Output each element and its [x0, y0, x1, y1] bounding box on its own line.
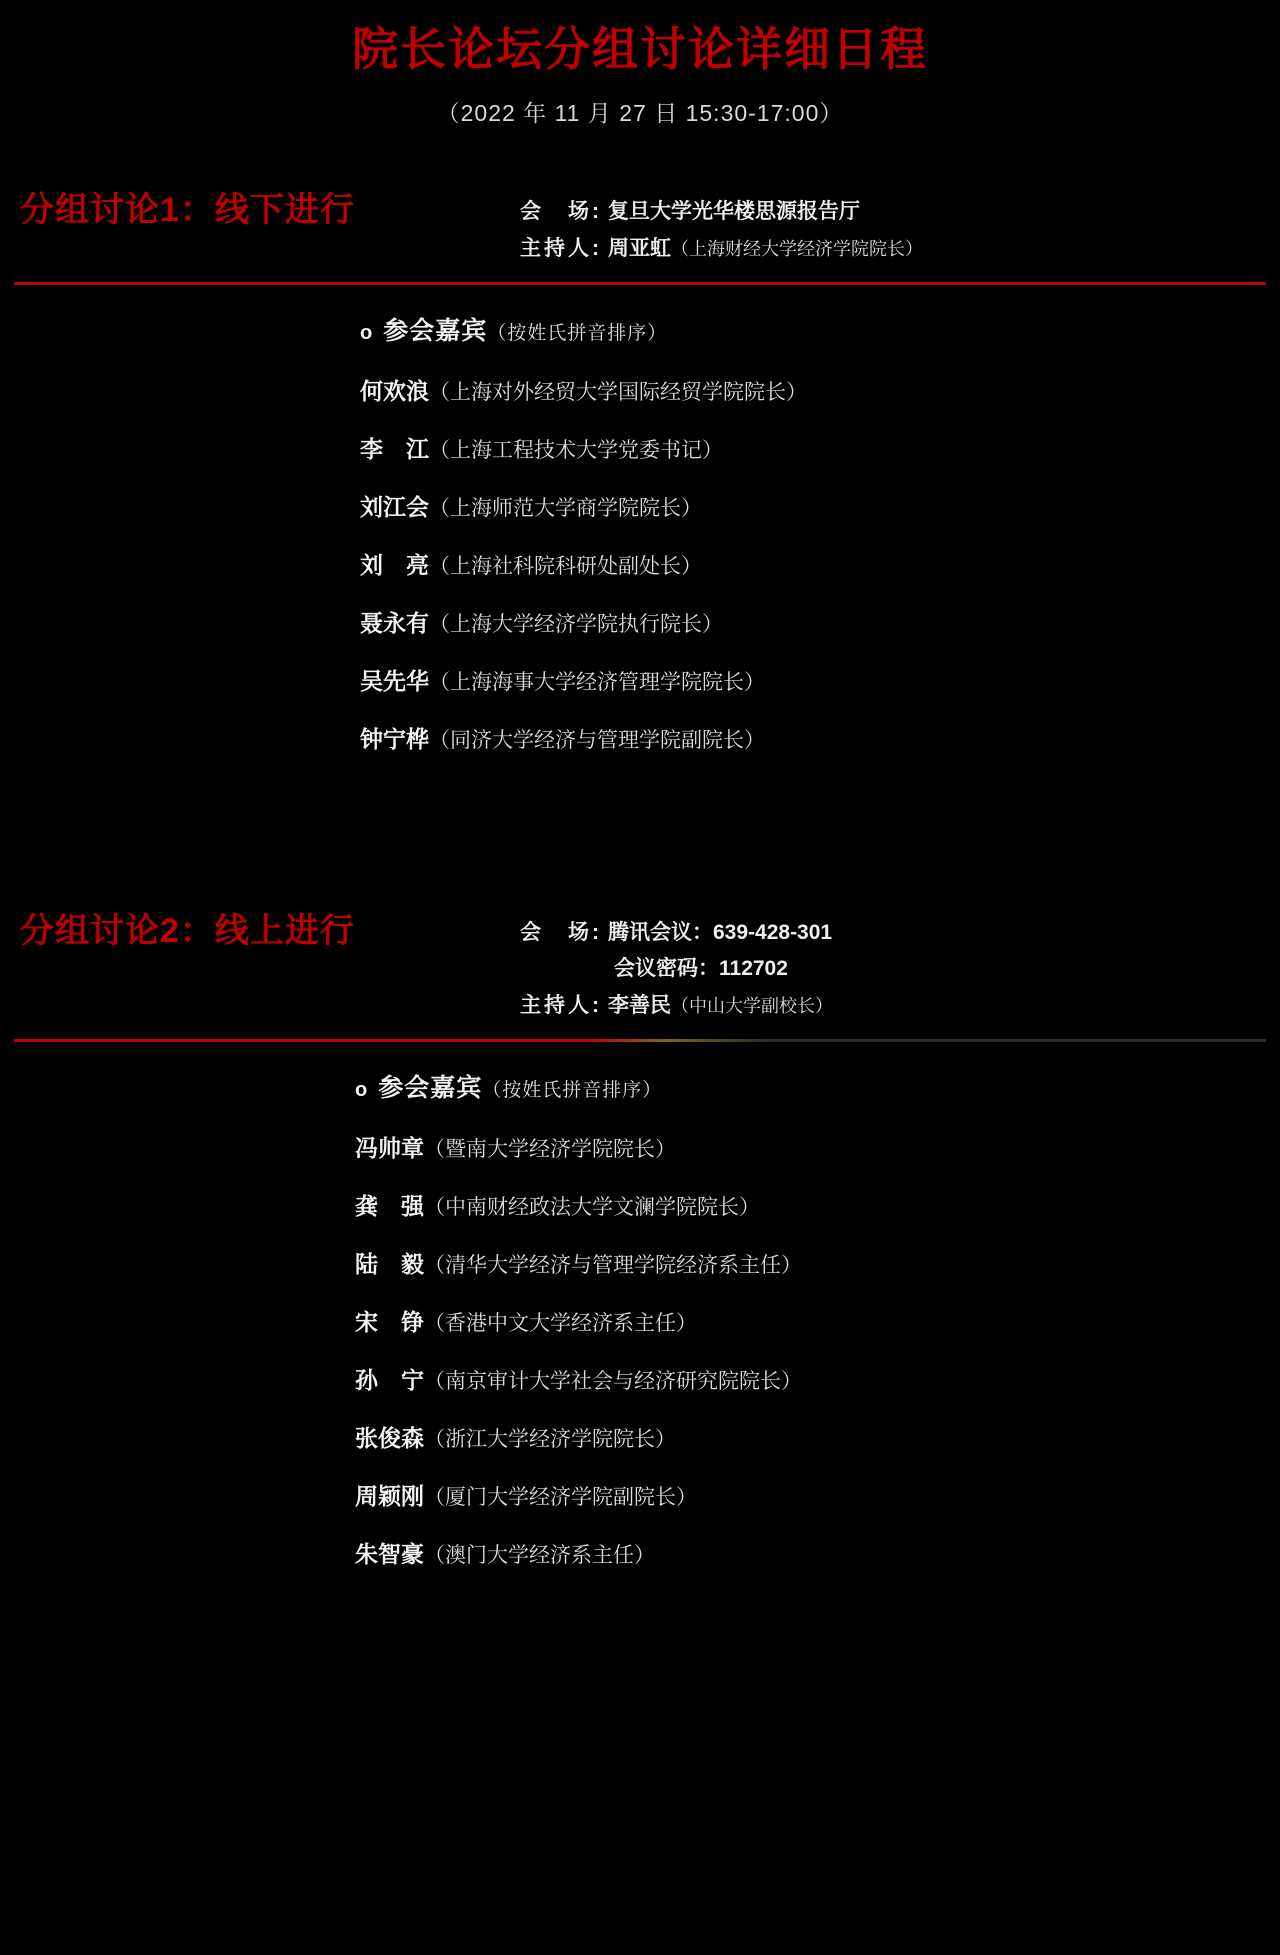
- session-1-host-value: 周亚虹: [608, 236, 671, 260]
- guest-affiliation: （上海对外经贸大学国际经贸学院院长）: [429, 380, 807, 404]
- list-item: [355, 1130, 1280, 1163]
- guest-affiliation: （南京审计大学社会与经济研究院院长）: [424, 1369, 802, 1393]
- bullet-circle-icon: o: [355, 1078, 369, 1101]
- list-item: [360, 489, 1280, 522]
- session-1-host-note: （上海财经大学经济学院院长）: [671, 238, 923, 259]
- session-1-guests-label: 参会嘉宾: [383, 316, 488, 345]
- guest-name: 冯帅章: [355, 1134, 424, 1161]
- session-1-guests-note: （按姓氏拼音排序）: [487, 322, 668, 344]
- guest-affiliation: （暨南大学经济学院院长）: [424, 1137, 676, 1161]
- guest-name: 孙 宁: [355, 1366, 424, 1393]
- guest-name: 刘江会: [360, 493, 429, 520]
- session-2-host-value: 李善民: [608, 994, 671, 1018]
- guest-affiliation: （清华大学经济与管理学院经济系主任）: [424, 1253, 802, 1277]
- session-2-meta: [520, 909, 1262, 1025]
- list-item: [355, 1536, 1280, 1569]
- guest-affiliation: （浙江大学经济学院院长）: [424, 1427, 676, 1451]
- session-2-host-note: （中山大学副校长）: [671, 996, 833, 1017]
- session-2-host-row: [520, 988, 1262, 1025]
- session-2-venue-label: 会 场:: [520, 920, 602, 944]
- session-1-meta: [520, 188, 1262, 268]
- guest-affiliation: （上海大学经济学院执行院长）: [429, 612, 723, 636]
- guest-affiliation: （上海社科院科研处副处长）: [429, 554, 702, 578]
- guest-affiliation: （上海师范大学商学院院长）: [429, 496, 702, 520]
- session-1-host-row: [520, 231, 1262, 268]
- session-1-guest-list: [0, 285, 1280, 754]
- session-2-head: [0, 909, 1280, 1025]
- session-2-guests-label: 参会嘉宾: [378, 1073, 483, 1102]
- guest-name: 钟宁桦: [360, 725, 429, 752]
- session-1-venue-value: 复旦大学光华楼思源报告厅: [608, 200, 860, 224]
- session-2-meeting-id: 腾讯会议：639-428-301: [608, 920, 833, 944]
- guest-name: 龚 强: [355, 1192, 424, 1219]
- session-2-guests-heading: [355, 1068, 1280, 1104]
- page-title: 院长论坛分组讨论详细日程: [352, 23, 928, 75]
- guest-name: 聂永有: [360, 609, 429, 636]
- page-subtitle: （2022 年 11 月 27 日 15:30-17:00）: [436, 100, 844, 127]
- guest-name: 吴先华: [360, 667, 429, 694]
- guest-name: 张俊森: [355, 1424, 424, 1451]
- session-1-title: 分组讨论1：线下进行: [20, 191, 355, 230]
- session-block-1: [0, 188, 1280, 754]
- list-item: [355, 1420, 1280, 1453]
- session-2-title: 分组讨论2：线上进行: [20, 911, 355, 950]
- guest-name: 陆 毅: [355, 1250, 424, 1277]
- guest-affiliation: （上海工程技术大学党委书记）: [429, 438, 723, 462]
- session-1-guests-heading: [360, 311, 1280, 347]
- session-1-host-label: 主持人:: [520, 236, 602, 260]
- list-item: [360, 605, 1280, 638]
- list-item: [355, 1246, 1280, 1279]
- guest-name: 李 江: [360, 435, 429, 462]
- list-item: [360, 431, 1280, 464]
- guest-affiliation: （中南财经政法大学文澜学院院长）: [424, 1195, 760, 1219]
- guest-affiliation: （厦门大学经济学院副院长）: [424, 1485, 697, 1509]
- session-1-venue-label: 会 场:: [520, 200, 602, 224]
- session-block-2: [0, 909, 1280, 1569]
- session-2-guests-note: （按姓氏拼音排序）: [482, 1079, 663, 1101]
- guest-name: 宋 铮: [355, 1308, 424, 1335]
- guest-affiliation: （香港中文大学经济系主任）: [424, 1311, 697, 1335]
- guest-name: 刘 亮: [360, 551, 429, 578]
- bullet-circle-icon: o: [360, 321, 374, 344]
- session-1-venue-row: [520, 194, 1262, 231]
- session-2-host-label: 主持人:: [520, 994, 602, 1018]
- guest-affiliation: （上海海事大学经济管理学院院长）: [429, 670, 765, 694]
- section-spacer: [0, 779, 1280, 849]
- guest-name: 何欢浪: [360, 377, 429, 404]
- session-2-meeting-password: 会议密码：112702: [614, 957, 788, 981]
- session-2-guest-list: [0, 1042, 1280, 1569]
- guest-affiliation: （同济大学经济与管理学院副院长）: [429, 728, 765, 752]
- list-item: [360, 663, 1280, 696]
- list-item: [360, 373, 1280, 406]
- guest-name: 朱智豪: [355, 1540, 424, 1567]
- list-item: [355, 1362, 1280, 1395]
- list-item: [360, 721, 1280, 754]
- guest-affiliation: （澳门大学经济系主任）: [424, 1543, 655, 1567]
- session-2-venue-row: [520, 915, 1262, 952]
- list-item: [355, 1188, 1280, 1221]
- list-item: [355, 1304, 1280, 1337]
- guest-name: 周颖刚: [355, 1482, 424, 1509]
- list-item: [355, 1478, 1280, 1511]
- list-item: [360, 547, 1280, 580]
- session-2-password-row: [520, 951, 1262, 988]
- session-1-head: [0, 188, 1280, 268]
